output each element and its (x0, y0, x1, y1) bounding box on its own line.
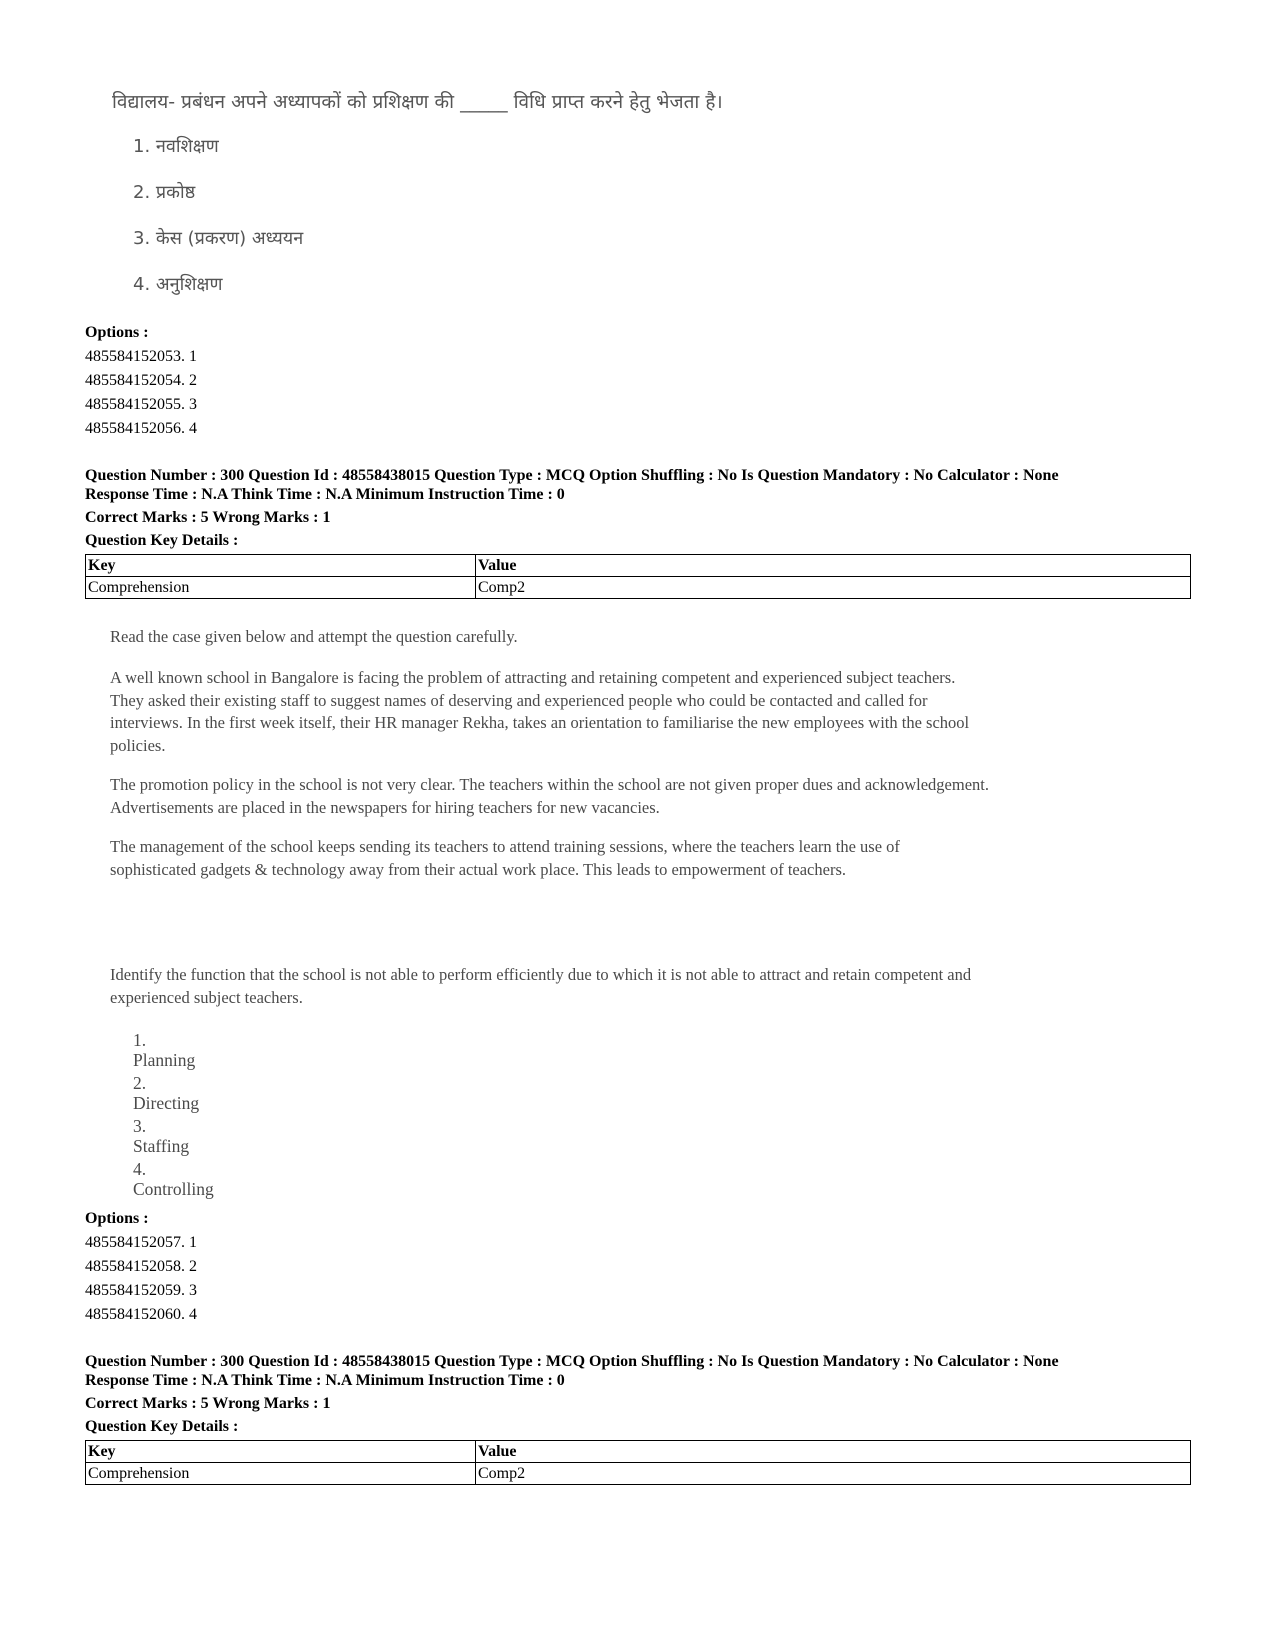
option-item: 485584152059. 3 (85, 1282, 197, 1299)
q2-meta (85, 466, 1225, 550)
case-intro: Read the case given below and attempt the question carefully. (110, 627, 518, 646)
table-row (86, 1463, 1191, 1485)
table-header-row (86, 555, 1191, 577)
q2-choice-2: 2. Directing (133, 1073, 200, 1113)
case-paragraph-1: A well known school in Bangalore is facing the problem of attracting and retaining competent and experienced subject teachers. They asked their existing staff to suggest names of deserving and experienced people who could be contacted and called for interviews. In the first week itself, their HR manager Rekha, takes an orientation to familiarise the new employees with the school policies. (110, 668, 970, 755)
value-cell: Comp2 (476, 1463, 1191, 1485)
marks-line: Correct Marks : 5 Wrong Marks : 1 (85, 1395, 331, 1412)
q3-key-table (85, 1440, 1191, 1485)
options-heading: Options : (85, 1210, 149, 1227)
timing-info-line: Response Time : N.A Think Time : N.A Minimum Instruction Time : 0 (85, 1372, 565, 1389)
table-row (86, 577, 1191, 599)
value-cell: Comp2 (476, 577, 1191, 599)
key-cell: Comprehension (86, 577, 476, 599)
q2-choice-1: 1. Planning (133, 1030, 196, 1070)
q1-choice-2: 2. प्रकोष्ठ (133, 182, 196, 203)
q2-options (85, 1207, 197, 1327)
q1-choice-1: 1. नवशिक्षण (133, 136, 219, 157)
q1-options (85, 321, 197, 441)
option-item: 485584152057. 1 (85, 1234, 197, 1251)
option-item: 485584152054. 2 (85, 372, 197, 389)
option-item: 485584152060. 4 (85, 1306, 197, 1323)
q1-choice-4: 4. अनुशिक्षण (133, 274, 223, 295)
key-header: Key (86, 555, 476, 577)
option-item: 485584152053. 1 (85, 348, 197, 365)
key-cell: Comprehension (86, 1463, 476, 1485)
option-item: 485584152055. 3 (85, 396, 197, 413)
options-heading: Options : (85, 324, 149, 341)
key-details-heading: Question Key Details : (85, 532, 239, 549)
q1-stem: विद्यालय- प्रबंधन अपने अध्यापकों को प्रशिक्षण की _____ विधि प्राप्त करने हेतु भेजता है। (112, 91, 723, 113)
value-header: Value (476, 555, 1191, 577)
value-header: Value (476, 1441, 1191, 1463)
q2-choice-4: 4. Controlling (133, 1159, 214, 1199)
q2-key-table (85, 554, 1191, 599)
q2-choice-3: 3. Staffing (133, 1116, 190, 1156)
table-header-row (86, 1441, 1191, 1463)
case-paragraph-3: The management of the school keeps sending its teachers to attend training sessions, where the teachers learn the use of sophisticated gadgets & technology away from their actual work place. This leads to empowerment of teachers. (110, 837, 900, 879)
option-item: 485584152056. 4 (85, 420, 197, 437)
question-info-line: Question Number : 300 Question Id : 48558438015 Question Type : MCQ Option Shuffling : No Is Question Mandatory : No Calculator : None (85, 1353, 1059, 1370)
question-info-line: Question Number : 300 Question Id : 48558438015 Question Type : MCQ Option Shuffling : No Is Question Mandatory : No Calculator : None (85, 467, 1059, 484)
key-header: Key (86, 1441, 476, 1463)
case-paragraph-2: The promotion policy in the school is not very clear. The teachers within the school are not given proper dues and acknowledgement. Advertisements are placed in the newspapers for hiring teachers for new vacancies. (110, 775, 989, 817)
case-question: Identify the function that the school is not able to perform efficiently due to which it is not able to attract and retain competent and experienced subject teachers. (110, 965, 972, 1007)
option-item: 485584152058. 2 (85, 1258, 197, 1275)
marks-line: Correct Marks : 5 Wrong Marks : 1 (85, 509, 331, 526)
timing-info-line: Response Time : N.A Think Time : N.A Minimum Instruction Time : 0 (85, 486, 565, 503)
key-details-heading: Question Key Details : (85, 1418, 239, 1435)
q1-choice-3: 3. केस (प्रकरण) अध्ययन (133, 228, 304, 249)
q3-meta (85, 1352, 1225, 1436)
